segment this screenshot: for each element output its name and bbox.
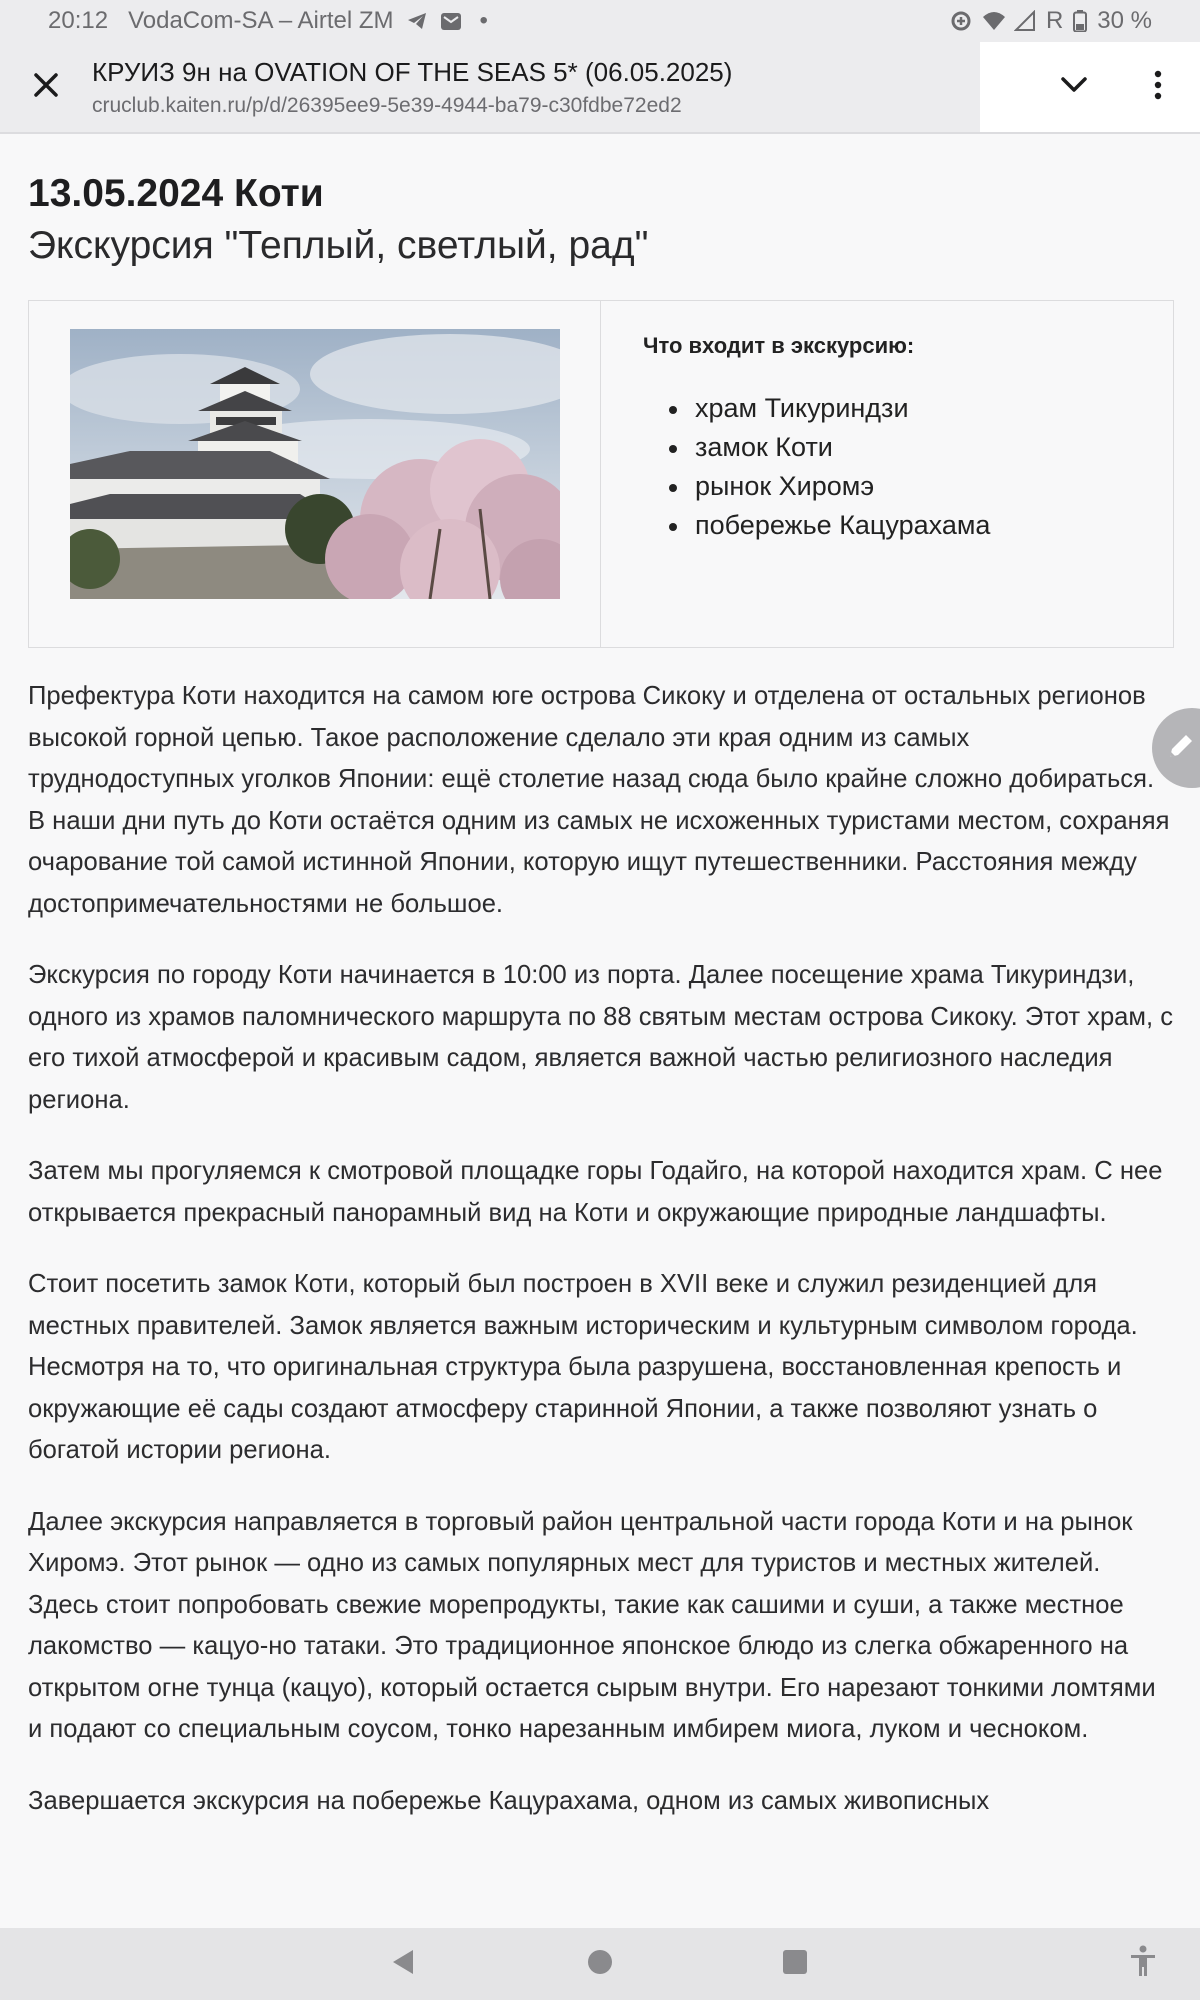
signal-icon bbox=[1014, 10, 1036, 32]
menu-button[interactable] bbox=[1136, 65, 1180, 109]
status-carrier: VodaCom-SA – Airtel ZM bbox=[128, 7, 394, 34]
system-navigation-bar bbox=[0, 1928, 1200, 2000]
list-item: храм Тикуриндзи bbox=[669, 389, 1173, 428]
back-icon bbox=[389, 1947, 417, 1982]
close-button[interactable] bbox=[0, 42, 92, 132]
recents-button[interactable] bbox=[770, 1928, 820, 2000]
battery-icon bbox=[1073, 10, 1087, 32]
page-url[interactable]: cruclub.kaiten.ru/p/d/26395ee9-5e39-4944-ba79-c30fdbe72ed2 bbox=[92, 93, 682, 117]
paragraph-castle: Стоит посетить замок Коти, который был построен в XVII веке и служил резиденцией для местных правителей. Замок является важным историческим и культурным символом города. Несмотря на то, что оригинальная структура была разрушена, восстановленная крепость и окружающие её сады создают атмосферу старинной Японии, а также позволяют узнать о богатой истории региона. bbox=[28, 1270, 1138, 1464]
page-title: КРУИЗ 9н на OVATION OF THE SEAS 5* (06.05.2025) bbox=[92, 56, 733, 87]
accessibility-icon bbox=[1128, 1945, 1158, 1984]
status-bar bbox=[0, 0, 1200, 42]
more-vert-icon bbox=[1153, 70, 1163, 105]
excursion-info-table bbox=[28, 300, 1174, 648]
back-button[interactable] bbox=[378, 1928, 428, 2000]
telegram-icon bbox=[406, 10, 428, 32]
status-roaming: R bbox=[1045, 7, 1064, 34]
pencil-icon bbox=[1166, 731, 1196, 766]
accessibility-button[interactable] bbox=[1118, 1928, 1168, 2000]
data-saver-icon bbox=[950, 10, 972, 32]
list-item: рынок Хиромэ bbox=[669, 467, 1173, 506]
custom-tab-toolbar bbox=[0, 42, 1200, 132]
list-item: побережье Кацурахама bbox=[669, 506, 1173, 545]
home-button[interactable] bbox=[575, 1928, 625, 2000]
paragraph-start: Экскурсия по городу Коти начинается в 10:00 из порта. Далее посещение храма Тикуриндзи, одного из храмов паломнического маршрута по 88 святым местам острова Сикоку. Этот храм, с его тихой атмосферой и красивым садом, является важной частью религиозного наследия региона. bbox=[28, 961, 1174, 1114]
list-item: замок Коти bbox=[669, 428, 1173, 467]
photo-cell bbox=[29, 301, 601, 647]
status-battery: 30 % bbox=[1097, 7, 1152, 34]
status-dot: • bbox=[479, 7, 488, 34]
includes-title: Что входит в экскурсию: bbox=[643, 333, 915, 358]
status-time: 20:12 bbox=[48, 7, 109, 34]
page-content bbox=[28, 134, 1174, 1822]
kochi-castle-photo bbox=[70, 329, 560, 599]
excursion-title: Экскурсия "Теплый, светлый, рад" bbox=[28, 224, 649, 267]
home-icon bbox=[586, 1948, 614, 1981]
wifi-icon bbox=[982, 10, 1004, 32]
recents-icon bbox=[782, 1949, 808, 1980]
includes-cell bbox=[601, 301, 1173, 647]
date-heading: 13.05.2024 Коти bbox=[28, 172, 324, 215]
paragraph-market: Далее экскурсия направляется в торговый район центральной части города Коти и на рынок Хиромэ. Этот рынок — одно из самых популярных мест для туристов и местных жителей. Здесь стоит попробовать свежие морепродукты, такие как сашими и суши, а также местное лакомство — кацуо-но татаки. Это традиционное японское блюдо из слегка обжаренного на открытом огне тунца (кацуо), который остается сырым внутри. Его нарезают тонкими ломтями и подают со специальным соусом, тонко нарезанным имбирем миога, луком и чесноком. bbox=[28, 1507, 1156, 1743]
expand-button[interactable] bbox=[1052, 65, 1096, 109]
includes-list bbox=[643, 389, 1173, 545]
paragraph-finale: Завершается экскурсия на побережье Кацурахама, одном из самых живописных bbox=[28, 1786, 990, 1815]
mail-icon bbox=[440, 10, 462, 32]
paragraph-viewpoint: Затем мы прогуляемся к смотровой площадке горы Годайго, на которой находится храм. С нее открывается прекрасный панорамный вид на Коти и окружающие природные ландшафты. bbox=[28, 1157, 1163, 1227]
close-icon bbox=[32, 71, 60, 104]
paragraph-intro: Префектура Коти находится на самом юге острова Сикоку и отделена от остальных регионов высокой горной цепью. Такое расположение сделало эти края одним из самых труднодоступных уголков Японии: ещё столетие назад сюда было крайне сложно добираться. В наши дни путь до Коти остаётся одним из самых не исхоженных туристами местом, сохраняя очарование той самой истинной Японии, которую ищут путешественники. Расстояния между достопримечательностями не большое. bbox=[28, 682, 1170, 918]
chevron-down-icon bbox=[1060, 76, 1088, 99]
